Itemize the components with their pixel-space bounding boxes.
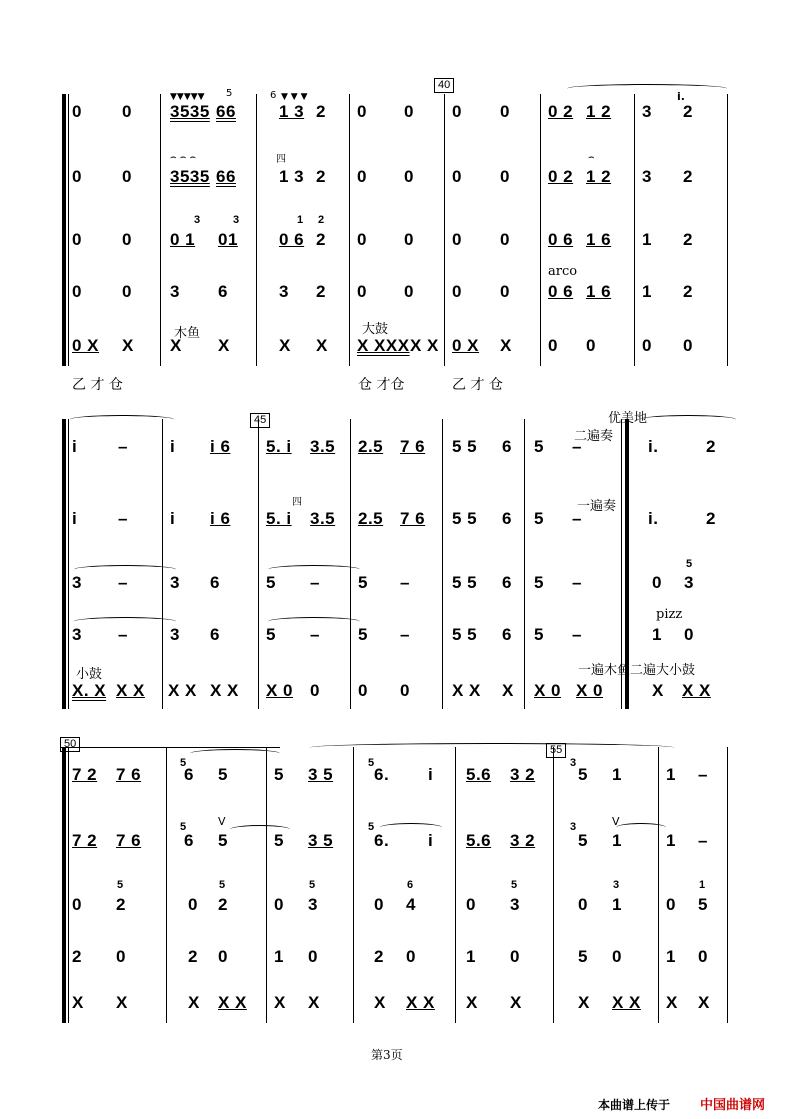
phrase-slur (310, 743, 674, 752)
harmony-2: 2 (318, 214, 325, 226)
barline (540, 94, 541, 366)
grace-note-5: 5 (368, 821, 375, 833)
harmony-5: 5 (219, 879, 226, 891)
harmony-5: 5 (686, 558, 693, 570)
grace-note-6: 6 (270, 90, 277, 101)
breath-mark: V (218, 815, 226, 828)
barline (444, 94, 445, 366)
small-drum-label: 小鼓 (76, 667, 103, 682)
barline (266, 747, 267, 1023)
breath-mark: V (612, 815, 620, 828)
phrase-slur (70, 415, 174, 424)
grace-note-5: 5 (180, 821, 187, 833)
pizz-marking: pizz (656, 607, 683, 622)
tie (74, 617, 176, 626)
phrase-slur (640, 415, 736, 424)
tie (268, 565, 360, 574)
barline (162, 419, 163, 709)
measure-number-marker: 55 (546, 743, 566, 758)
grace-note-3: 3 (570, 821, 577, 833)
grace-note-5: 5 (226, 88, 233, 99)
arco-marking: arco (548, 264, 578, 279)
first-time-marking: 一遍奏 (577, 499, 617, 514)
score-system-2: 45 优美地 二遍奏 一遍奏 i – i i 6 5. i 3.5 2.5 7 6 5 5 6 5 – : i. 2 i – i i 6 5. i 3.5 2.5 7 6 5 5 6 5 – : i. 2 四 3 – 3 6 5 – 5 – 5 5 6 5 – : 0 3 5 3 – 3 6 5 – 5 – 5 5 6 5 – : 1 0 pizz 小鼓 一遍木鱼二遍大小鼓 X. X X X X X X X X 0 0 0 0 X X X X 0 X 0 : X X X (0, 405, 790, 725)
system-bracket (62, 94, 66, 366)
phrase-slur (190, 749, 280, 758)
high-octave-dot: i. (677, 90, 685, 103)
harmony-1: 1 (297, 214, 304, 226)
barline (727, 94, 728, 366)
grace-note-5: 5 (368, 757, 375, 769)
barline (727, 747, 728, 1023)
system-start-line (68, 419, 69, 709)
harmony-1: 1 (699, 879, 706, 891)
second-time-marking: 二遍奏 (574, 429, 614, 444)
staccato-marks: ▼ ▼ ▼ (281, 92, 308, 102)
bowing-marks: ⌢ ⌢ ⌢ (170, 152, 197, 163)
system-bracket (62, 747, 66, 1023)
upload-credit: 本曲谱上传于 (598, 1098, 671, 1112)
site-logo: 中国曲谱网 (700, 1097, 766, 1112)
big-drum-label: 大鼓 (362, 322, 389, 337)
barline (634, 94, 635, 366)
tie (268, 617, 360, 626)
barline (353, 747, 354, 1023)
harmony-3: 3 (613, 879, 620, 891)
percussion-alternation-label: 一遍木鱼二遍大小鼓 (578, 663, 696, 678)
measure-number-marker: 50 (60, 737, 80, 752)
barline (524, 419, 525, 709)
harmony-3: 3 (233, 214, 240, 226)
barline (350, 419, 351, 709)
score-system-3: 50 55 7 2 7 6 6 5 5 3 5 6. i 5.6 3 2 5 1 1 – 5 5 3 7 2 7 6 6 5 5 3 5 6. i 5.6 3 2 5 1 1 – 5 5 3 V V 0 2 0 2 0 3 0 4 0 3 0 1 0 5 5 5 5 6 5 3 1 2 0 2 0 1 0 2 0 1 0 5 0 1 0 X X X X X X X X X X X X X X X X X (0, 735, 790, 1035)
tie (230, 825, 290, 834)
barline (442, 419, 443, 709)
harmony-6: 6 (407, 879, 414, 891)
staccato-marks: ▼▼▼▼▼ (170, 92, 205, 102)
harmony-3: 3 (194, 214, 201, 226)
measure-number-line (60, 747, 280, 748)
tie (74, 565, 176, 574)
phrase-slur (567, 84, 727, 93)
lyric-text: 仓 才仓 (358, 377, 405, 393)
measure-number-marker: 45 (250, 413, 270, 428)
system-start-line (68, 747, 69, 1023)
harmony-5: 5 (511, 879, 518, 891)
barline (455, 747, 456, 1023)
fingering-4: 四 (292, 497, 302, 508)
barline (160, 94, 161, 366)
measure-number-marker: 40 (434, 78, 454, 93)
score-system-1: 40 0 0 3535 66 1 3 2 0 0 0 0 0 2 1 2 3 2 5 6 ▼▼▼▼▼ ▼ ▼ ▼ i. 0 0 3535 66 1 3 2 0 0 0 0 0 2 1 2 3 2 ⌢ ⌢ ⌢ 四 ⌢ 0 0 0 1 01 0 6 2 0 0 0 0 0 6 1 6 1 2 3 3 1 2 0 0 3 6 3 2 0 0 0 0 0 6 1 6 1 2 arco 木鱼 大鼓 0 X X X X X X X XXX X X 0 X X 0 0 0 0 乙 才 仓 仓 才仓 乙 才 仓 (0, 80, 790, 400)
system-bracket (62, 419, 66, 709)
grace-note-5: 5 (180, 757, 187, 769)
barline (553, 747, 554, 1023)
barline (258, 419, 259, 709)
lyric-text: 乙 才 仓 (72, 377, 123, 393)
grace-note-3: 3 (570, 757, 577, 769)
lyric-text: 乙 才 仓 (452, 377, 503, 393)
harmony-5: 5 (309, 879, 316, 891)
wooden-fish-label: 木鱼 (174, 326, 201, 341)
barline (349, 94, 350, 366)
expression-marking: 优美地 (608, 411, 648, 426)
barline (658, 747, 659, 1023)
system-start-line (68, 94, 69, 366)
barline (166, 747, 167, 1023)
bowing-mark: ⌢ (588, 152, 595, 163)
fingering-4: 四 (276, 154, 286, 165)
tie (380, 823, 442, 832)
page-number: 第3页 (371, 1048, 403, 1062)
harmony-5: 5 (117, 879, 124, 891)
tie (616, 823, 666, 832)
barline (256, 94, 257, 366)
